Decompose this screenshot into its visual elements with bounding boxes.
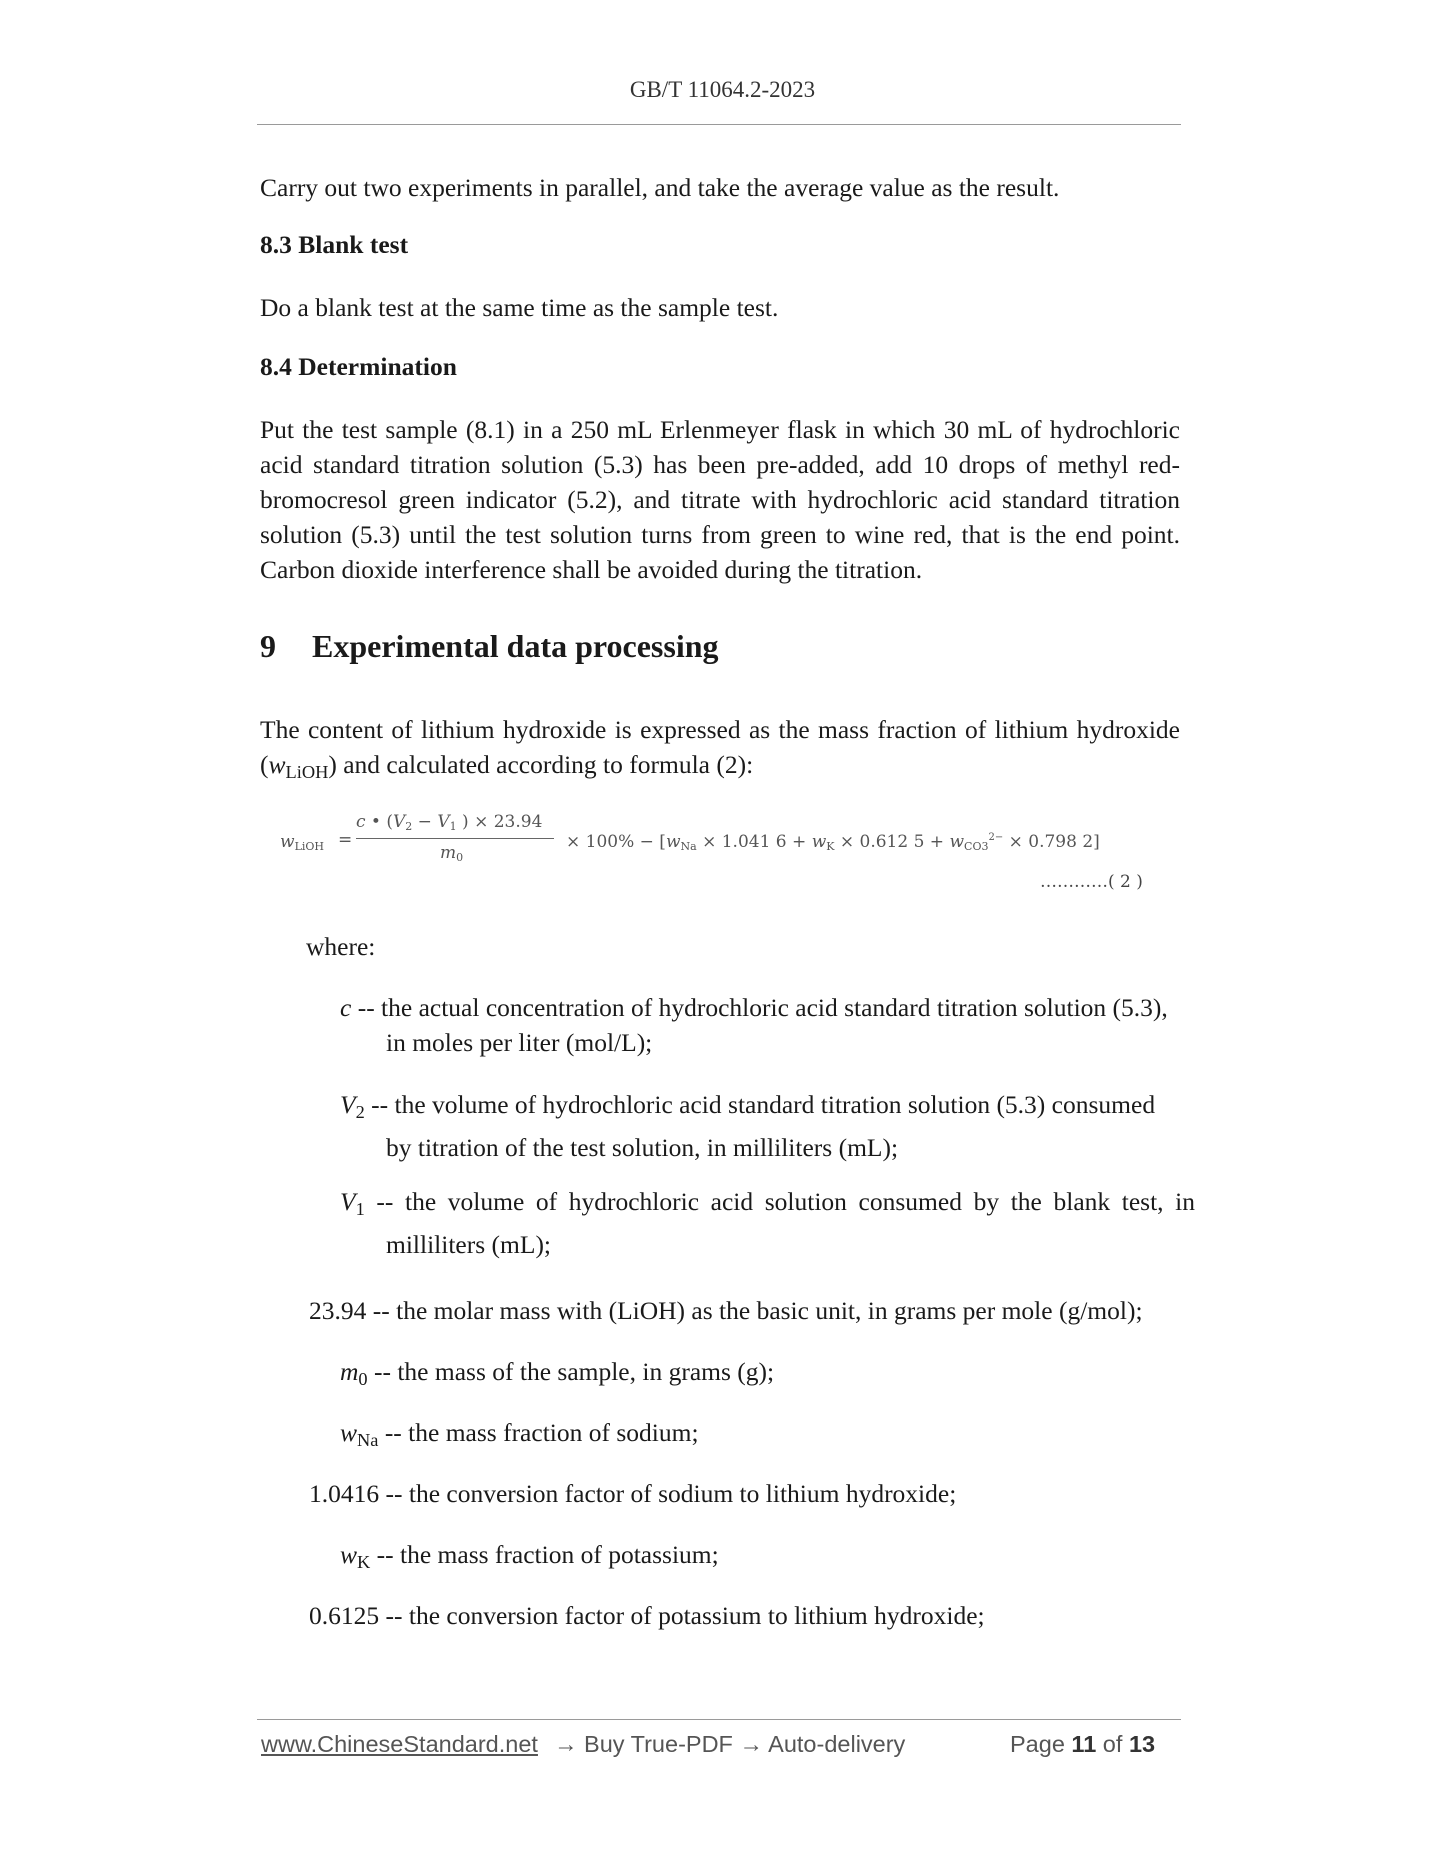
- blank-test-paragraph: Do a blank test at the same time as the sample test.: [260, 293, 779, 322]
- definition-item: [340, 1184, 1195, 1262]
- formula-rest-d: × 0.798 2]: [1003, 832, 1100, 852]
- formula-minus: −: [412, 812, 438, 832]
- definition-text: -- the actual concentration of hydrochloric acid standard titration solution (5.3),: [351, 993, 1168, 1022]
- definition-line: [340, 1537, 1190, 1580]
- definition-item: [309, 1293, 1189, 1328]
- definition-subscript: Na: [357, 1430, 379, 1451]
- where-label: where:: [306, 932, 376, 961]
- formula-w-co3: w: [949, 832, 965, 852]
- definition-line: [340, 1354, 1190, 1397]
- definition-text: -- the mass fraction of potassium;: [370, 1540, 719, 1569]
- formula-lhs-symbol: w: [280, 832, 295, 852]
- formula-v1: V: [437, 812, 450, 832]
- site-link[interactable]: www.ChineseStandard.net: [261, 1731, 538, 1757]
- document-header-code: GB/T 11064.2-2023: [629, 77, 816, 102]
- formula-equals: =: [338, 830, 353, 850]
- formula-v2: V: [393, 812, 406, 832]
- formula-rest-c: × 0.612 5 +: [834, 832, 950, 852]
- definition-text: -- the volume of hydrochloric acid solution consumed by the blank test, in: [364, 1187, 1195, 1216]
- formula-c: c: [356, 812, 366, 832]
- determination-paragraph: Put the test sample (8.1) in a 250 mL Erlenmeyer flask in which 30 mL of hydrochloric acid standard titration solution (5.3) has been pre-added, add 10 drops of methyl red-bromocresol green indicator (5.2), and titrate with hydrochloric acid standard titration solution (5.3) until the test solution turns from green to wine red, that is the end point. Carbon dioxide interference shall be avoided during the titration.: [260, 415, 1180, 584]
- header-divider: [257, 124, 1181, 125]
- definition-text: 0.6125 -- the conversion factor of potassium to lithium hydroxide;: [309, 1601, 985, 1630]
- formula-w-co3-sub: CO: [964, 840, 982, 853]
- page-word: Page: [1010, 1731, 1072, 1757]
- formula-m0-sub: 0: [456, 851, 464, 864]
- parallel-experiments-paragraph: Carry out two experiments in parallel, and take the average value as the result.: [260, 173, 1060, 202]
- formula-denominator: [440, 843, 463, 864]
- formula-lhs-subscript: LiOH: [294, 840, 324, 853]
- formula-w-k: w: [811, 832, 827, 852]
- formula-m0: m: [440, 843, 457, 863]
- lithium-content-text-b: ) and calculated according to formula (2):: [328, 750, 754, 779]
- definition-subscript: 2: [355, 1102, 365, 1123]
- definition-line: [309, 1293, 1189, 1328]
- definition-symbol: V: [340, 1187, 356, 1216]
- w-lioh-subscript: LiOH: [285, 762, 329, 783]
- formula-fraction-bar: [356, 838, 554, 839]
- clause-9-number: 9: [260, 628, 276, 664]
- section-8-4-heading: 8.4 Determination: [260, 352, 457, 381]
- definition-line: [340, 1184, 1195, 1227]
- page-number: 11: [1071, 1731, 1097, 1757]
- definition-text: -- the mass fraction of sodium;: [378, 1418, 699, 1447]
- definition-subscript: 0: [358, 1369, 368, 1390]
- formula-dot: • (: [365, 812, 393, 832]
- definition-item: [340, 990, 1200, 1060]
- total-pages: 13: [1128, 1731, 1156, 1757]
- formula-w-na-sub: Na: [680, 840, 697, 853]
- definition-subscript: K: [357, 1552, 371, 1573]
- promo-text: → Buy True-PDF → Auto-delivery: [554, 1731, 906, 1757]
- definition-symbol: w: [340, 1418, 358, 1447]
- section-8-3-heading: 8.3 Blank test: [260, 230, 409, 259]
- formula-v2-sub: 2: [405, 820, 413, 833]
- definition-line: [340, 1087, 1195, 1130]
- definition-item: [340, 1537, 1190, 1580]
- definition-symbol: V: [340, 1090, 356, 1119]
- of-word: of: [1096, 1731, 1129, 1757]
- definition-continuation: milliliters (mL);: [386, 1230, 552, 1260]
- page-indicator: [1010, 1731, 1155, 1758]
- lithium-content-text-a: The content of lithium hydroxide is expressed as the mass fraction of lithium hydroxide (: [260, 715, 1180, 779]
- formula-v1-sub: 1: [449, 820, 457, 833]
- clause-9-title: Experimental data processing: [312, 628, 719, 664]
- definition-item: [340, 1415, 1190, 1458]
- definition-continuation: in moles per liter (mol/L);: [386, 1028, 653, 1057]
- formula-w-co3-sub2: 3: [981, 840, 989, 853]
- definition-line: [309, 1598, 1189, 1633]
- definition-item: [340, 1354, 1190, 1397]
- formula-remainder: [566, 832, 1100, 853]
- formula-w-co3-sup: 2−: [988, 832, 1004, 843]
- formula-rest-a: × 100% − [: [566, 832, 666, 852]
- definition-item: [340, 1087, 1195, 1165]
- definition-item: [309, 1476, 1189, 1511]
- formula-w-na: w: [665, 832, 681, 852]
- definition-item: [309, 1598, 1189, 1633]
- formula-numerator: [356, 812, 836, 833]
- definition-line: [340, 1415, 1190, 1458]
- definition-continuation: by titration of the test solution, in milliliters (mL);: [386, 1133, 899, 1163]
- definition-symbol: w: [340, 1540, 358, 1569]
- footer-divider: [257, 1719, 1181, 1720]
- definition-line: [340, 990, 1200, 1025]
- definition-text: 1.0416 -- the conversion factor of sodium to lithium hydroxide;: [309, 1479, 957, 1508]
- formula-numerator-tail: ) × 23.94: [456, 812, 543, 832]
- definition-text: 23.94 -- the molar mass with (LiOH) as the basic unit, in grams per mole (g/mol);: [309, 1296, 1143, 1325]
- definition-symbol: m: [340, 1357, 359, 1386]
- formula-w-k-sub: K: [826, 840, 835, 853]
- formula-rest-b: × 1.041 6 +: [696, 832, 812, 852]
- formula-number: …………( 2 ): [1040, 872, 1143, 892]
- formula-lhs: [280, 832, 324, 853]
- w-lioh-symbol: w: [268, 750, 286, 779]
- lithium-content-paragraph: [260, 712, 1180, 790]
- definition-symbol: c: [340, 993, 352, 1022]
- definition-subscript: 1: [355, 1199, 365, 1220]
- definition-text: -- the mass of the sample, in grams (g);: [367, 1357, 775, 1386]
- definition-line: [309, 1476, 1189, 1511]
- definition-text: -- the volume of hydrochloric acid standard titration solution (5.3) consumed: [364, 1090, 1156, 1119]
